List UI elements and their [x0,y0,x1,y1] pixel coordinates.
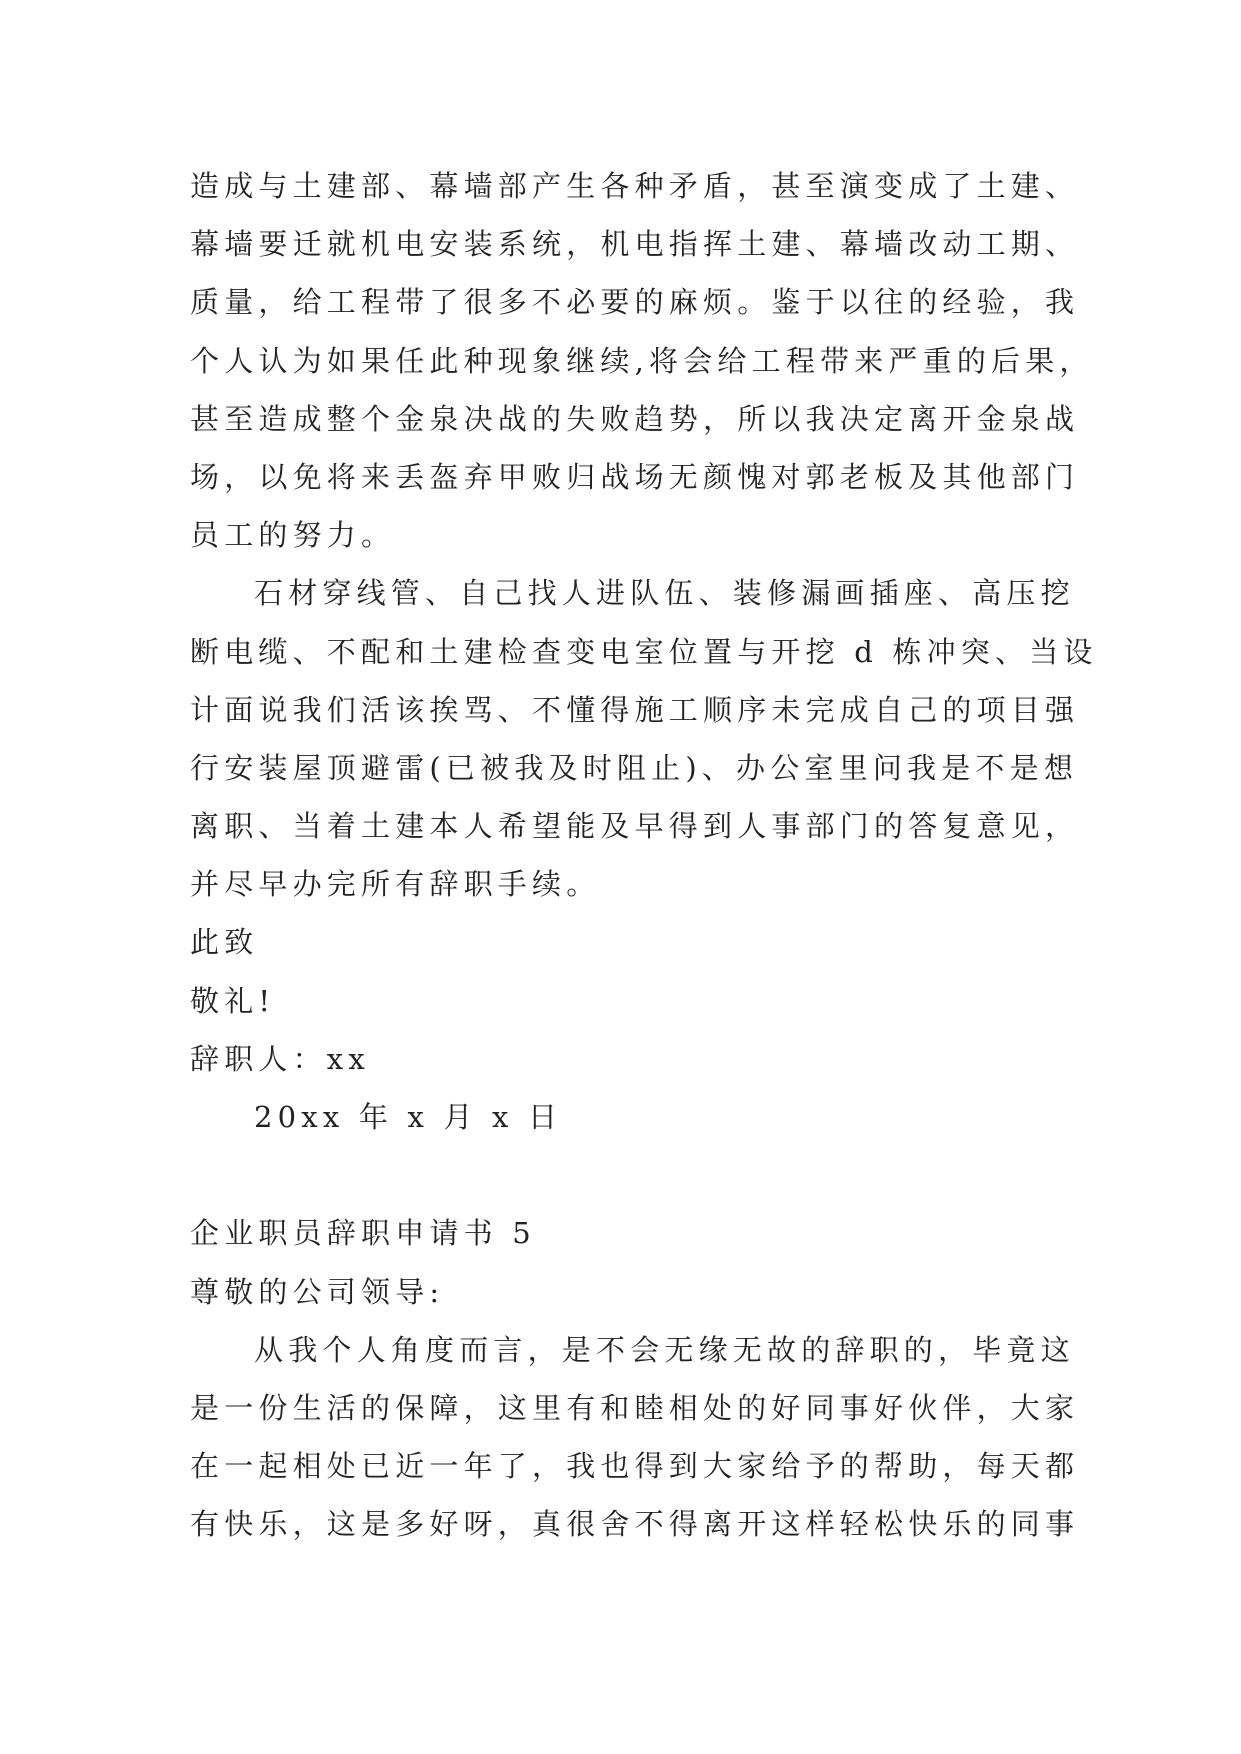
greeting-line: 尊敬的公司领导: [190,1274,445,1309]
text-line: 断电缆、不配和土建检查变电室位置与开挖 d 栋冲突、当设 [190,634,1098,669]
section-title: 企业职员辞职申请书 5 [190,1216,536,1251]
text-line: 场，以免将来丢盔弃甲败归战场无颜愧对郭老板及其他部门 [190,459,1080,494]
text-line: 造成与土建部、幕墙部产生各种矛盾，甚至演变成了土建、 [190,169,1080,203]
text-line: 个人认为如果任此种现象继续,将会给工程带来严重的后果， [190,343,1094,378]
paragraph-letter5 [190,1321,1080,1554]
closing-line: 此致 [190,925,259,960]
paragraph-complaints [190,564,1098,913]
text-line: 是一份生活的保障，这里有和睦相处的好同事好伙伴，大家 [190,1390,1080,1425]
text-line: 幕墙要迁就机电安装系统，机电指挥土建、幕墙改动工期、 [190,227,1080,262]
text-line: 从我个人角度而言，是不会无缘无故的辞职的，毕竟这 [254,1332,1075,1367]
text-line: 员工的努力。 [190,518,396,553]
text-line: 在一起相处已近一年了，我也得到大家给予的帮助，每天都 [190,1449,1080,1484]
section-gap [190,1146,1075,1204]
paragraph-continued [190,157,1094,564]
text-line: 离职、当着土建本人希望能及早得到人事部门的答复意见， [190,809,1080,844]
text-line: 有快乐，这是多好呀，真很舍不得离开这样轻松快乐的同事 [190,1507,1080,1542]
text-line: 石材穿线管、自己找人进队伍、装修漏画插座、高压挖 [254,576,1075,611]
text-line: 质量，给工程带了很多不必要的麻烦。鉴于以往的经验，我 [190,285,1080,320]
signer-line: 辞职人：xx [190,1041,370,1076]
salute-line: 敬礼! [190,983,276,1018]
text-line: 甚至造成整个金泉决战的失败趋势，所以我决定离开金泉战 [190,401,1080,436]
date-line: 20xx 年 x 月 x 日 [254,1100,563,1134]
text-line: 计面说我们活该挨骂、不懂得施工顺序未完成自己的项目强 [190,692,1080,727]
text-line: 并尽早办完所有辞职手续。 [190,867,601,902]
document-body [190,157,1098,1554]
text-line: 行安装屋顶避雷(已被我及时阻止)、办公室里问我是不是想 [190,750,1079,785]
